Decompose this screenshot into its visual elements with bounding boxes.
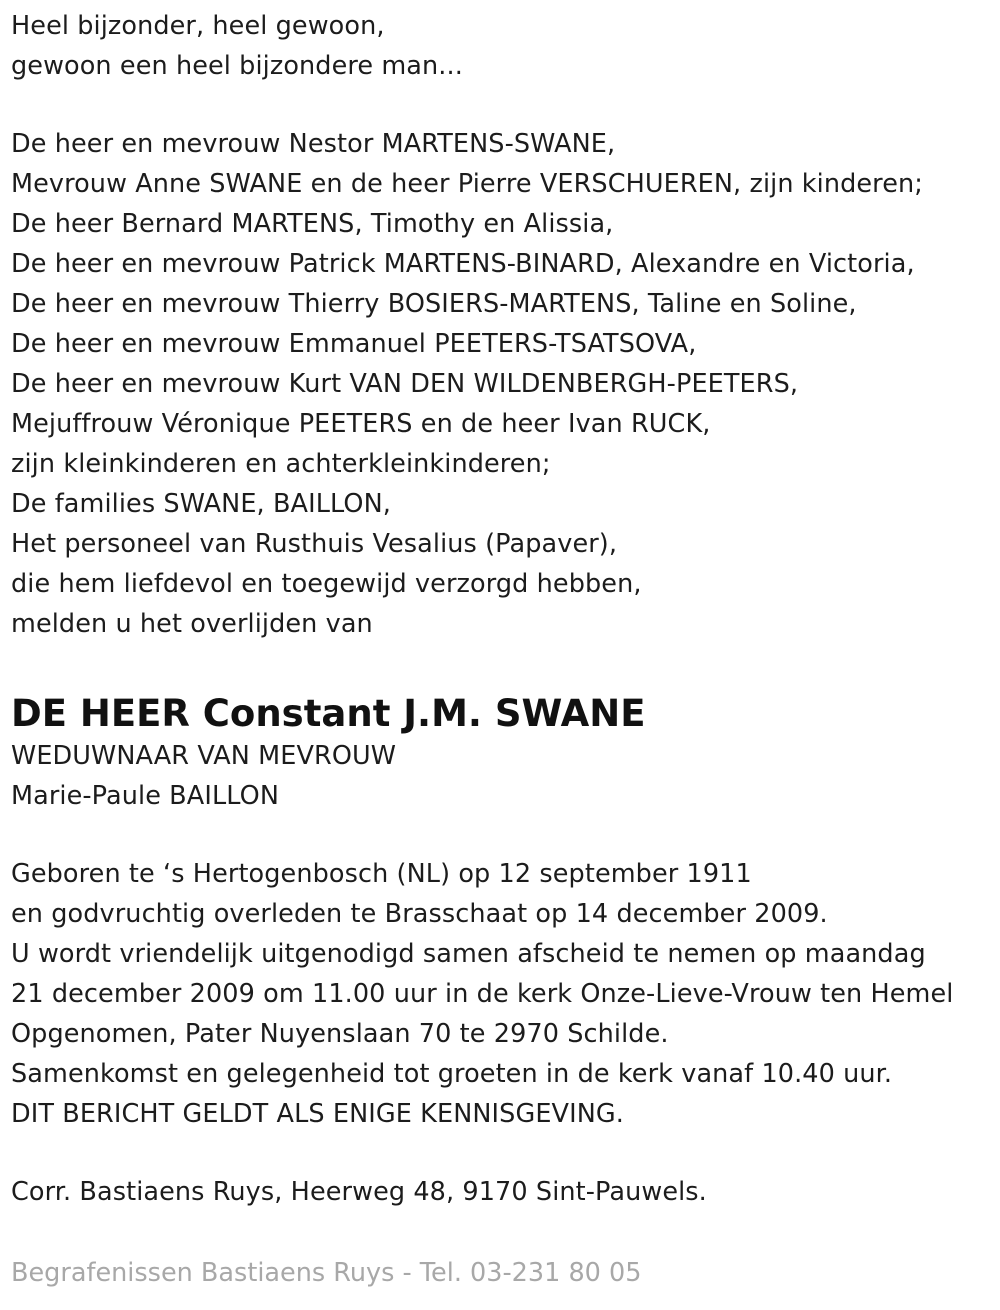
family-line: De heer en mevrouw Nestor MARTENS-SWANE, [11,129,616,159]
detail-line: Geboren te ‘s Hertogenbosch (NL) op 12 september 1911 [11,859,752,889]
death-notice [11,6,996,1212]
family-line: De heer en mevrouw Patrick MARTENS-BINARD, Alexandre en Victoria, [11,249,915,279]
correspondence-line: Corr. Bastiaens Ruys, Heerweg 48, 9170 Sint-Pauwels. [11,1177,707,1207]
family-block [11,124,996,644]
detail-line: 21 december 2009 om 11.00 uur in de kerk Onze-Lieve-Vrouw ten Hemel [11,979,954,1009]
widower-line: WEDUWNAAR VAN MEVROUW [11,741,397,771]
detail-line: Samenkomst en gelegenheid tot groeten in de kerk vanaf 10.40 uur. [11,1059,893,1089]
intro-block [11,6,996,86]
intro-line: gewoon een heel bijzondere man... [11,51,463,81]
family-line: Het personeel van Rusthuis Vesalius (Papaver), [11,529,618,559]
detail-line: DIT BERICHT GELDT ALS ENIGE KENNISGEVING. [11,1099,624,1129]
family-line: Mejuffrouw Véronique PEETERS en de heer Ivan RUCK, [11,409,711,439]
spacer [11,86,996,124]
family-line: De heer en mevrouw Thierry BOSIERS-MARTENS, Taline en Soline, [11,289,857,319]
details-block [11,854,996,1134]
funeral-home-footer: Begrafenissen Bastiaens Ruys - Tel. 03-231 80 05 [11,1258,642,1288]
detail-line: U wordt vriendelijk uitgenodigd samen afscheid te nemen op maandag [11,939,926,969]
spacer [11,816,996,854]
spouse-name: Marie-Paule BAILLON [11,781,279,811]
family-line: De heer Bernard MARTENS, Timothy en Alissia, [11,209,614,239]
family-line: melden u het overlijden van [11,609,373,639]
family-line: De heer en mevrouw Emmanuel PEETERS-TSATSOVA, [11,329,697,359]
family-line: Mevrouw Anne SWANE en de heer Pierre VERSCHUEREN, zijn kinderen; [11,169,923,199]
deceased-name: DE HEER Constant J.M. SWANE [11,692,646,735]
family-line: De families SWANE, BAILLON, [11,489,391,519]
family-line: De heer en mevrouw Kurt VAN DEN WILDENBERGH-PEETERS, [11,369,799,399]
deceased-block [11,690,996,816]
spacer [11,644,996,686]
family-line: zijn kleinkinderen en achterkleinkinderen; [11,449,551,479]
intro-line: Heel bijzonder, heel gewoon, [11,11,385,41]
detail-line: Opgenomen, Pater Nuyenslaan 70 te 2970 Schilde. [11,1019,669,1049]
detail-line: en godvruchtig overleden te Brasschaat op 14 december 2009. [11,899,828,929]
family-line: die hem liefdevol en toegewijd verzorgd hebben, [11,569,642,599]
spacer [11,1134,996,1172]
